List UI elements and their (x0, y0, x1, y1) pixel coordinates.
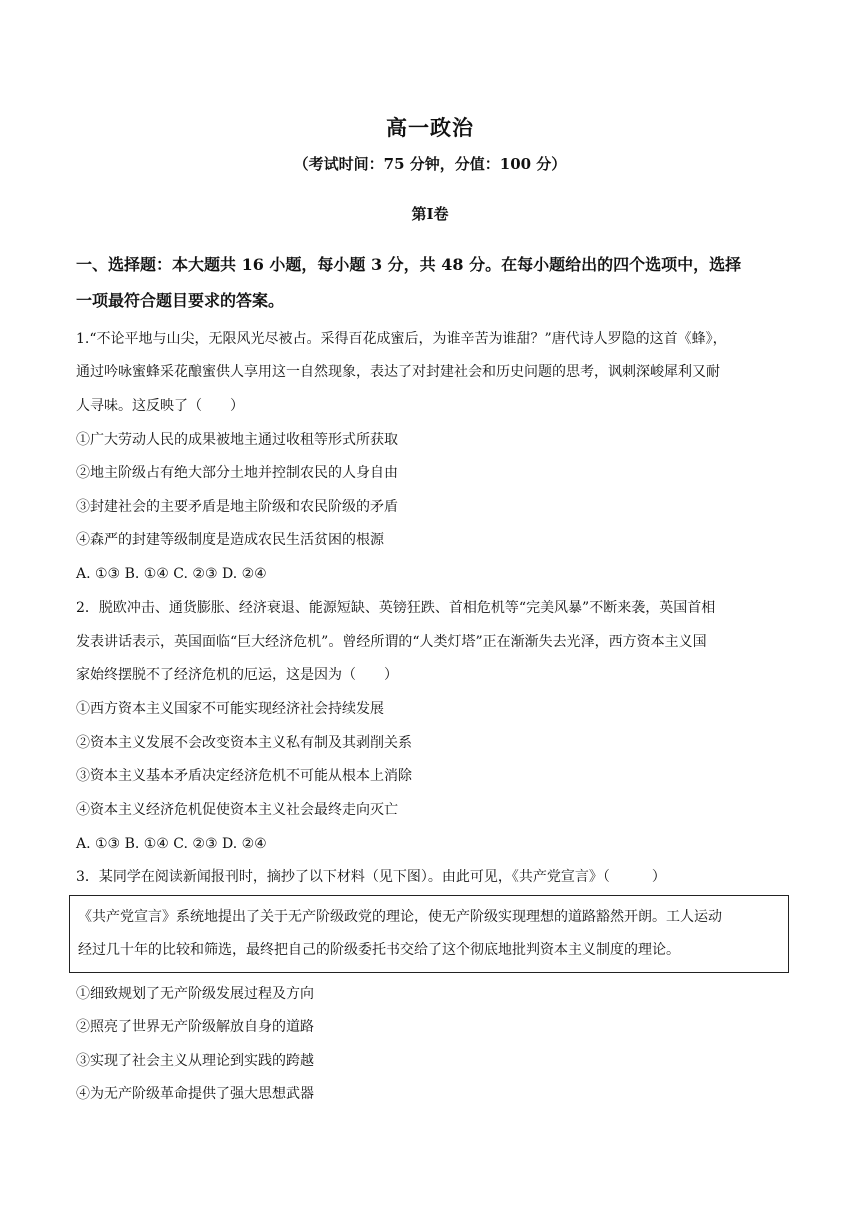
section-heading-line-2: 一项最符合题目要求的答案。 (76, 291, 285, 310)
q3-quote-line-1: 《共产党宣言》系统地提出了关于无产阶级政党的理论，使无产阶级实现理想的道路豁然开朗。工人运动 (78, 909, 722, 925)
q3-option-3: ③实现了社会主义从理论到实践的跨越 (76, 1053, 314, 1069)
q2-option-2: ②资本主义发展不会改变资本主义私有制及其剥削关系 (76, 735, 412, 751)
q1-stem-line-3: 人寻味。这反映了（ ） (76, 398, 244, 414)
q3-option-1: ①细致规划了无产阶级发展过程及方向 (76, 986, 314, 1002)
q3-option-2: ②照亮了世界无产阶级解放自身的道路 (76, 1019, 314, 1035)
q2-choices: A. ①③ B. ①④ C. ②③ D. ②④ (76, 836, 267, 852)
q3-quote-line-2: 经过几十年的比较和筛选，最终把自己的阶级委托书交给了这个彻底地批判资本主义制度的理论。 (78, 942, 680, 958)
q1-option-4: ④森严的封建等级制度是造成农民生活贫困的根源 (76, 532, 384, 548)
q3-option-4: ④为无产阶级革命提供了强大思想武器 (76, 1086, 314, 1102)
q2-stem-line-2: 发表讲话表示，英国面临“巨大经济危机”。曾经所谓的“人类灯塔”正在渐渐失去光泽，西方资本主义国 (76, 634, 707, 650)
q2-option-4: ④资本主义经济危机促使资本主义社会最终走向灭亡 (76, 802, 398, 818)
q1-choices: A. ①③ B. ①④ C. ②③ D. ②④ (76, 566, 267, 582)
q3-stem: 3．某同学在阅读新闻报刊时，摘抄了以下材料（见下图）。由此可见，《共产党宣言》（ ） (76, 869, 666, 885)
section-heading-line-1: 一、选择题：本大题共 16 小题，每小题 3 分，共 48 分。在每小题给出的四个选项中，选择 (76, 255, 742, 274)
page-title: 高一政治 (386, 115, 474, 140)
q1-option-1: ①广大劳动人民的成果被地主通过收租等形式所获取 (76, 432, 398, 448)
q2-option-3: ③资本主义基本矛盾决定经济危机不可能从根本上消除 (76, 768, 412, 784)
q2-stem-line-1: 2．脱欧冲击、通货膨胀、经济衰退、能源短缺、英镑狂跌、首相危机等“完美风暴”不断来袭，英国首相 (76, 600, 716, 616)
q2-option-1: ①西方资本主义国家不可能实现经济社会持续发展 (76, 701, 384, 717)
volume-label: 第Ⅰ卷 (411, 205, 449, 223)
q2-stem-line-3: 家始终摆脱不了经济危机的厄运，这是因为（ ） (76, 667, 398, 683)
q1-stem-line-2: 通过吟咏蜜蜂采花酿蜜供人享用这一自然现象，表达了对封建社会和历史问题的思考，讽刺深峻犀利又耐 (76, 364, 720, 380)
q3-quote-box (69, 895, 789, 973)
q1-stem-line-1: 1.“不论平地与山尖，无限风光尽被占。采得百花成蜜后，为谁辛苦为谁甜？”唐代诗人罗隐的这首《蜂》， (76, 331, 727, 347)
exam-info: （考试时间：75 分钟，分值：100 分） (293, 155, 567, 173)
q1-option-2: ②地主阶级占有绝大部分土地并控制农民的人身自由 (76, 465, 398, 481)
q1-option-3: ③封建社会的主要矛盾是地主阶级和农民阶级的矛盾 (76, 499, 398, 515)
